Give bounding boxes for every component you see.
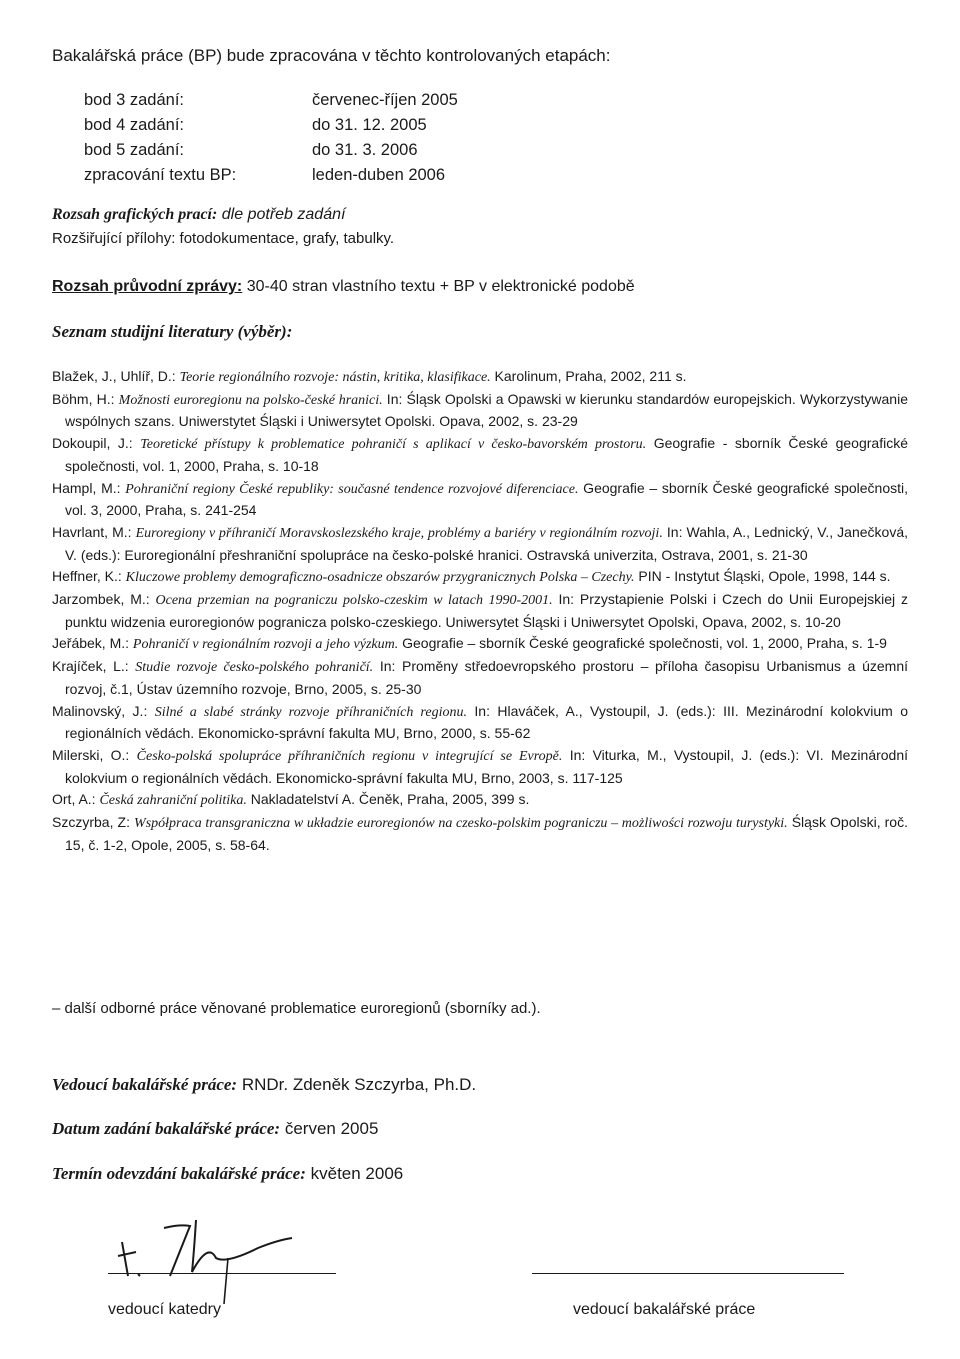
- reference-list: [52, 366, 908, 856]
- reference-authors: Böhm, H.:: [52, 390, 119, 407]
- report-scope: [52, 278, 635, 296]
- reference-authors: Heffner, K.:: [52, 568, 126, 585]
- reference-title: Teoretické přístupy k problematice pohraničí s aplikací v česko-bavorském prostoru.: [140, 437, 647, 453]
- other-works-note: – další odborné práce věnované problematice euroregionů (sborníky ad.).: [52, 1000, 541, 1017]
- graphics-scope: [52, 206, 345, 224]
- reference-title: Euroregiony v příhraničí Moravskoslezského kraje, problémy a bariéry v regionálním rozvoji.: [135, 525, 663, 541]
- reference-authors: Blažek, J., Uhlíř, D.:: [52, 368, 180, 384]
- reference-item: [52, 478, 908, 522]
- reference-authors: Havrlant, M.:: [52, 523, 136, 540]
- reference-authors: Szczyrba, Z:: [52, 814, 135, 831]
- reference-title: Česká zahraniční politika.: [99, 793, 247, 809]
- reference-rest: In: Proměny středoevropského prostoru – příloha časopisu Urbanismus a územní rozvoj, č.1, Ústav územního rozvoje, Brno, 2005, s. 25-30: [65, 658, 908, 697]
- reference-authors: Ort, A.:: [52, 791, 100, 808]
- reference-authors: Milerski, O.:: [52, 746, 137, 763]
- reference-authors: Krajíček, L.:: [52, 658, 136, 675]
- reference-title: Studie rozvoje česko-polského pohraničí.: [135, 660, 374, 676]
- stage-value: červenec-říjen 2005: [312, 91, 458, 109]
- reference-rest: Geografie - sborník České geografické společnosti, vol. 1, 2000, Praha, s. 10-18: [65, 435, 908, 474]
- stage-label: bod 5 zadání:: [84, 141, 184, 159]
- reference-item: [52, 366, 908, 389]
- stage-row: [84, 163, 458, 188]
- stage-row: [84, 88, 458, 113]
- reference-item: [52, 745, 908, 789]
- submission-date-label: Termín odevzdání bakalářské práce:: [52, 1164, 306, 1183]
- stage-value: leden-duben 2006: [312, 166, 446, 184]
- stage-label: bod 3 zadání:: [84, 91, 184, 109]
- assignment-date-value: červen 2005: [284, 1119, 379, 1138]
- reference-authors: Hampl, M.:: [52, 479, 126, 496]
- reference-authors: Jarzombek, M.:: [52, 591, 156, 608]
- supervisor-label: Vedoucí bakalářské práce:: [52, 1075, 238, 1094]
- reference-item: [52, 633, 908, 656]
- stages-list: [84, 88, 458, 188]
- reference-rest: Nakladatelství A. Čeněk, Praha, 2005, 399 s.: [246, 791, 530, 808]
- reference-item: [52, 389, 908, 433]
- reference-item: [52, 589, 908, 633]
- reference-rest: In: Viturka, M., Vystoupil, J. (eds.): VI. Mezinárodní kolokvium o regionálních vědách. Ekonomicko-správní fakulta MU, Brno, 2003, s. 117-125: [65, 746, 909, 786]
- reference-title: Pohraniční regiony České republiky: současné tendence rozvojové diferenciace.: [125, 481, 579, 497]
- stage-value: do 31. 3. 2006: [312, 141, 418, 159]
- reference-item: [52, 566, 908, 589]
- head-of-department-caption: vedoucí katedry: [108, 1301, 221, 1318]
- submission-date-value: květen 2006: [310, 1164, 404, 1183]
- reference-title: Pohraničí v regionálním rozvoji a jeho výzkum.: [132, 637, 399, 653]
- reference-rest: In: Hlaváček, A., Vystoupil, J. (eds.): III. Mezinárodní kolokvium o regionálních vědách. Ekonomicko-správní fakulta MU, Brno, 2000, s. 55-62: [65, 702, 908, 742]
- reference-title: Možnosti euroregionu na polsko-české hranici.: [118, 392, 383, 408]
- reference-title: Česko-polská spolupráce příhraničních regionu v integrující se Evropě.: [136, 748, 563, 764]
- reference-title: Silné a slabé stránky rozvoje příhraničních regionu.: [154, 704, 467, 720]
- stage-label: zpracování textu BP:: [84, 166, 237, 184]
- reference-rest: Geografie – sborník České geografické společnosti, vol. 1, 2000, Praha, s. 1-9: [398, 635, 887, 652]
- report-heading: Rozsah průvodní zprávy:: [52, 278, 243, 295]
- stage-label: bod 4 zadání:: [84, 116, 184, 134]
- graphics-value: dle potřeb zadání: [221, 206, 346, 223]
- thesis-supervisor-caption: vedoucí bakalářské práce: [573, 1301, 756, 1318]
- assignment-date-line: [52, 1119, 378, 1139]
- reference-item: [52, 789, 908, 812]
- reference-authors: Dokoupil, J.:: [52, 435, 141, 452]
- stage-row: [84, 113, 458, 138]
- stage-row: [84, 138, 458, 163]
- reference-item: [52, 433, 908, 477]
- supervisor-line: [52, 1075, 476, 1095]
- appendix-text: Rozšiřující přílohy: fotodokumentace, grafy, tabulky.: [52, 230, 395, 247]
- supervisor-value: RNDr. Zdeněk Szczyrba, Ph.D.: [241, 1075, 477, 1094]
- reference-rest: In: Wahla, A., Lednický, V., Janečková, V. (eds.): Euroregionální přeshraniční spolupráce na česko-polské hranici. Ostravská univerzita, Ostrava, 2001, s. 21-30: [65, 523, 908, 563]
- reference-rest: PIN - Instytut Śląski, Opole, 1998, 144 s.: [634, 568, 891, 585]
- reference-rest: Śląsk Opolski, roč. 15, č. 1-2, Opole, 2005, s. 58-64.: [65, 814, 908, 853]
- reference-rest: In: Przystapienie Polski i Czech do Unii Europejskiej z punktu widzenia euroregionów pogranicza polsko-czeskiego. Uniwersytet Śląski i Uniwersytet Opolski, Opava, 2002, s. 10-20: [65, 591, 908, 630]
- reference-item: [52, 701, 908, 745]
- reference-title: Teorie regionálního rozvoje: nástin, kritika, klasifikace.: [179, 370, 491, 385]
- report-value: 30-40 stran vlastního textu + BP v elektronické podobě: [246, 278, 635, 295]
- intro-text: Bakalářská práce (BP) bude zpracována v těchto kontrolovaných etapách:: [52, 46, 611, 65]
- signature-line-right: [532, 1273, 844, 1274]
- reference-rest: Karolinum, Praha, 2002, 211 s.: [490, 368, 687, 384]
- reference-authors: Jeřábek, M.:: [52, 635, 133, 652]
- literature-heading: Seznam studijní literatury (výběr):: [52, 322, 293, 341]
- reference-title: Kluczowe problemy demograficzno-osadnicze obszarów przygranicznych Polska – Czechy.: [125, 570, 635, 586]
- assignment-date-label: Datum zadání bakalářské práce:: [52, 1119, 281, 1138]
- reference-title: Współpraca transgraniczna w układzie euroregionów na czesko-polskim pograniczu – możliwości rozwoju turystyki.: [134, 816, 788, 832]
- reference-title: Ocena przemian na pograniczu polsko-czeskim w latach 1990-2001.: [155, 593, 553, 609]
- reference-item: [52, 656, 908, 700]
- reference-rest: In: Śląsk Opolski a Opawski w kierunku standardów europejskich. Wykorzystywanie wspólnych szans. Uniwerstytet Śląski i Uniwersytet Opolski. Opava, 2002, s. 23-29: [65, 390, 908, 430]
- handwritten-signature: [108, 1212, 308, 1304]
- signature-line-left: [108, 1273, 336, 1274]
- stage-value: do 31. 12. 2005: [312, 116, 427, 134]
- submission-date-line: [52, 1164, 403, 1184]
- graphics-heading: Rozsah grafických prací:: [52, 206, 218, 223]
- reference-rest: Geografie – sborník České geografické společnosti, vol. 3, 2000, Praha, s. 241-254: [65, 479, 908, 519]
- reference-item: [52, 812, 908, 856]
- reference-authors: Malinovský, J.:: [52, 702, 155, 719]
- reference-item: [52, 522, 908, 566]
